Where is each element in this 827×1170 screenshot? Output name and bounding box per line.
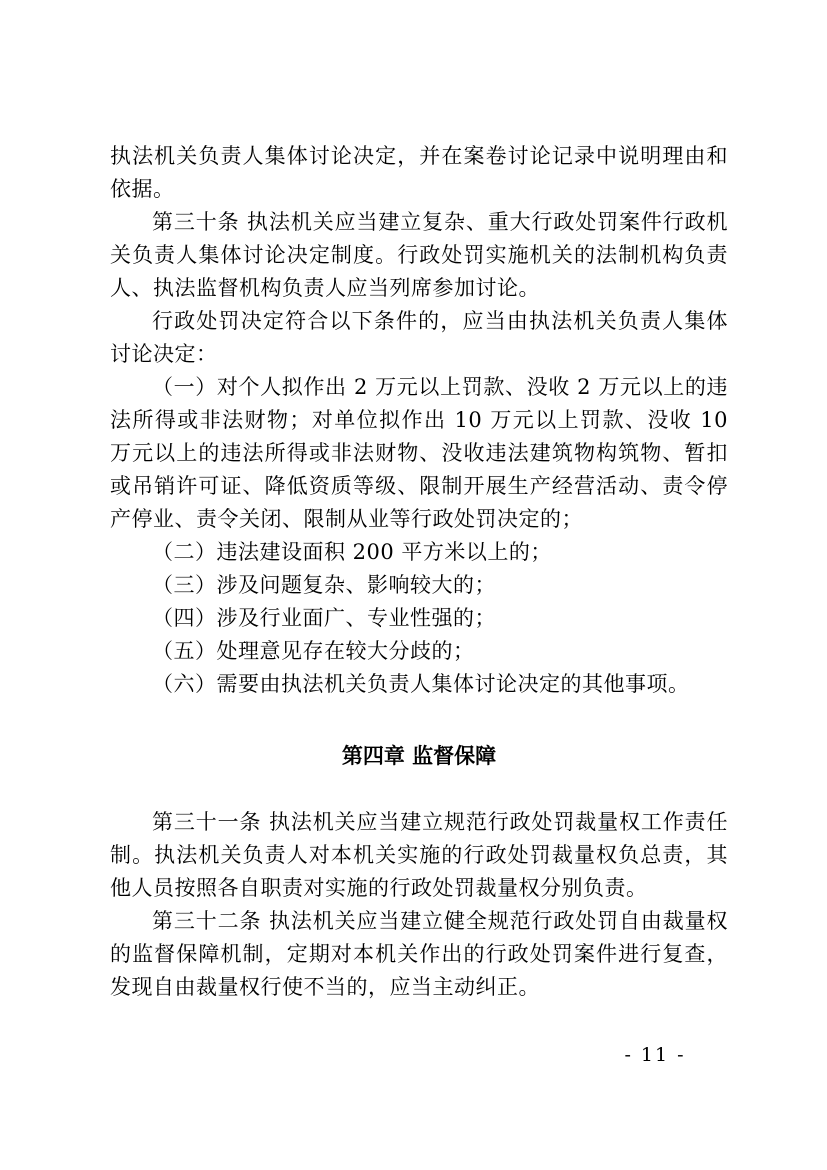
list-item-condition-4: （四）涉及行业面广、专业性强的； [152,606,496,630]
paragraph-conditions-intro: 行政处罚决定符合以下条件的，应当由执法机关负责人集体讨论决定： [110,309,728,366]
paragraph-article-30: 第三十条 执法机关应当建立复杂、重大行政处罚案件行政机关负责人集体讨论决定制度。行政处罚实施机关的法制机构负责人、执法监督机构负责人应当列席参加讨论。 [110,210,728,300]
chapter-title: 第四章 监督保障 [341,744,497,768]
list-item-condition-5: （五）处理意见存在较大分歧的； [152,639,475,663]
paragraph-article-31: 第三十一条 执法机关应当建立规范行政处罚裁量权工作责任制。执法机关负责人对本机关实施的行政处罚裁量权负总责，其他人员按照各自职责对实施的行政处罚裁量权分别负责。 [110,810,728,900]
list-item-condition-1: （一）对个人拟作出 2 万元以上罚款、没收 2 万元以上的违法所得或非法财物；对单位拟作出 10 万元以上罚款、没收 10 万元以上的违法所得或非法财物、没收违法建筑物构筑物、暂扣或吊销许可证、降低资质等级、限制开展生产经营活动、责令停产停业、责令关闭、限制从业等行政处罚决定的； [110,375,728,531]
paragraph-article-32: 第三十二条 执法机关应当建立健全规范行政处罚自由裁量权的监督保障机制，定期对本机关作出的行政处罚案件进行复查，发现自由裁量权行使不当的，应当主动纠正。 [110,909,728,999]
list-item-condition-6: （六）需要由执法机关负责人集体讨论决定的其他事项。 [152,672,690,696]
page-number: - 11 - [624,1044,686,1066]
paragraph-continuation: 执法机关负责人集体讨论决定，并在案卷讨论记录中说明理由和依据。 [110,144,728,201]
list-item-condition-3: （三）涉及问题复杂、影响较大的； [152,573,496,597]
lower-text-block [110,806,728,1004]
upper-text-block [110,140,728,701]
list-item-condition-2: （二）违法建设面积 200 平方米以上的； [152,540,552,564]
